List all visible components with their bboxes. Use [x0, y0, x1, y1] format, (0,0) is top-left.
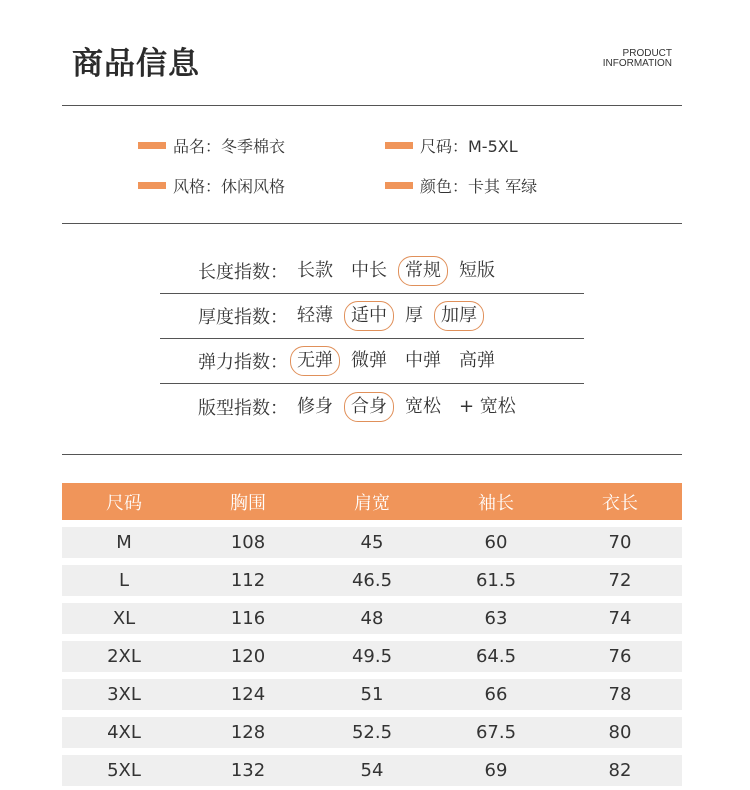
table-cell: 51 — [360, 684, 384, 705]
table-cell: 74 — [608, 608, 632, 629]
table-cell: 5XL — [107, 760, 141, 781]
table-cell: 108 — [230, 532, 266, 553]
index-option-selected: 加厚 — [434, 301, 484, 331]
table-cell: 76 — [608, 646, 632, 667]
index-option-selected: 无弹 — [290, 346, 340, 376]
table-cell: 2XL — [107, 646, 141, 667]
table-cell: 49.5 — [351, 646, 393, 667]
table-cell: 80 — [608, 722, 632, 743]
index-option: 中长 — [351, 260, 387, 281]
table-cell: 69 — [484, 760, 508, 781]
divider-bottom — [62, 454, 682, 455]
table-cell: XL — [112, 608, 136, 629]
index-label: 版型指数： — [198, 398, 288, 419]
bullet-bar — [385, 182, 413, 189]
index-option: 高弹 — [459, 350, 495, 371]
table-row — [62, 527, 682, 558]
table-cell: 116 — [230, 608, 266, 629]
subtitle-line-1: PRODUCT — [622, 48, 672, 59]
index-divider — [160, 293, 584, 294]
index-option-selected: 适中 — [344, 301, 394, 331]
table-cell: 60 — [484, 532, 508, 553]
table-cell: 72 — [608, 570, 632, 591]
table-cell: 45 — [360, 532, 384, 553]
column-header: 尺码 — [106, 492, 142, 514]
index-option: 修身 — [297, 396, 333, 417]
table-row — [62, 755, 682, 786]
bullet-bar — [138, 182, 166, 189]
table-cell: 78 — [608, 684, 632, 705]
index-row-elasticity — [198, 346, 506, 376]
table-cell: 70 — [608, 532, 632, 553]
page-subtitle — [562, 49, 672, 69]
info-item-size — [385, 135, 518, 155]
info-item-label: 尺码：M-5XL — [420, 136, 518, 156]
size-table-header — [62, 483, 682, 520]
index-row-fit — [198, 392, 527, 422]
table-cell: 124 — [230, 684, 266, 705]
info-item-name — [138, 135, 285, 155]
table-cell: 54 — [360, 760, 384, 781]
index-option: 宽松 — [405, 396, 441, 417]
index-option-selected: 常规 — [398, 256, 448, 286]
divider-top — [62, 105, 682, 106]
table-cell: 63 — [484, 608, 508, 629]
table-cell: 52.5 — [351, 722, 393, 743]
table-cell: 120 — [230, 646, 266, 667]
table-cell: 4XL — [107, 722, 141, 743]
column-header: 胸围 — [230, 492, 266, 514]
size-table — [62, 483, 682, 786]
table-row — [62, 641, 682, 672]
table-cell: L — [118, 570, 130, 591]
page-title: 商品信息 — [72, 46, 200, 82]
table-cell: 66 — [484, 684, 508, 705]
table-cell: M — [116, 532, 132, 553]
index-option: + 宽松 — [459, 396, 516, 417]
info-item-color — [385, 175, 537, 195]
index-row-thickness — [198, 301, 488, 331]
table-cell: 82 — [608, 760, 632, 781]
index-option: 轻薄 — [297, 305, 333, 326]
index-option: 中弹 — [405, 350, 441, 371]
table-cell: 132 — [230, 760, 266, 781]
index-option: 长款 — [297, 260, 333, 281]
index-label: 长度指数： — [198, 262, 288, 283]
bullet-bar — [385, 142, 413, 149]
index-divider — [160, 338, 584, 339]
table-row — [62, 717, 682, 748]
column-header: 肩宽 — [354, 492, 390, 514]
table-row — [62, 603, 682, 634]
column-header: 衣长 — [602, 492, 638, 514]
table-cell: 128 — [230, 722, 266, 743]
index-option: 短版 — [459, 260, 495, 281]
column-header: 袖长 — [478, 492, 514, 514]
index-row-length — [198, 256, 506, 286]
index-label: 厚度指数： — [198, 307, 288, 328]
table-row — [62, 565, 682, 596]
index-option: 微弹 — [351, 350, 387, 371]
info-item-style — [138, 175, 285, 195]
index-divider — [160, 383, 584, 384]
divider-mid — [62, 223, 682, 224]
info-item-label: 品名：冬季棉衣 — [173, 136, 286, 156]
info-item-label: 风格：休闲风格 — [173, 176, 286, 196]
table-cell: 67.5 — [475, 722, 517, 743]
table-cell: 64.5 — [475, 646, 517, 667]
subtitle-line-2: INFORMATION — [602, 58, 672, 69]
table-row — [62, 679, 682, 710]
bullet-bar — [138, 142, 166, 149]
info-item-label: 颜色：卡其 军绿 — [420, 176, 538, 196]
table-cell: 3XL — [107, 684, 141, 705]
index-option-selected: 合身 — [344, 392, 394, 422]
table-cell: 61.5 — [475, 570, 517, 591]
index-label: 弹力指数： — [198, 352, 288, 373]
table-cell: 112 — [230, 570, 266, 591]
table-cell: 48 — [360, 608, 384, 629]
index-option: 厚 — [405, 305, 423, 326]
table-cell: 46.5 — [351, 570, 393, 591]
